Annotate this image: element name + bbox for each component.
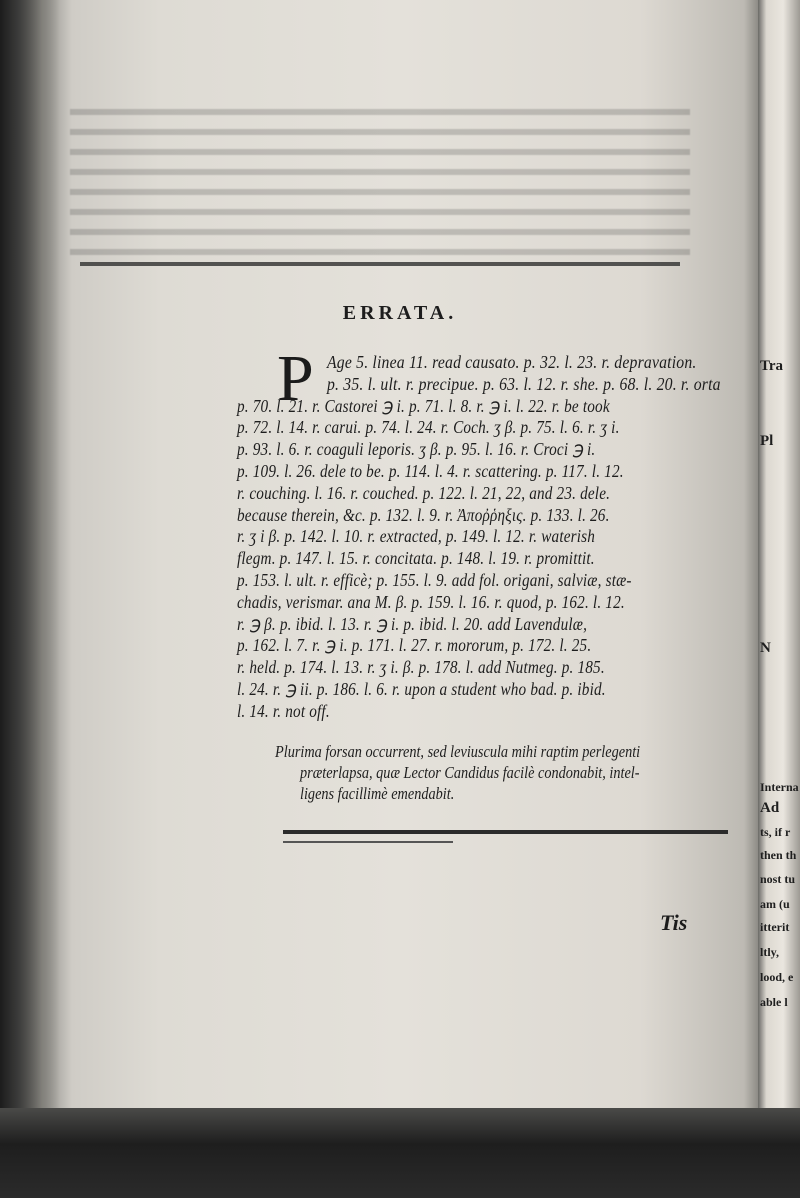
bleed-through-text — [70, 95, 690, 265]
facing-fragment: Tra — [760, 358, 784, 374]
errata-line: flegm. p. 147. l. 15. r. concitata. p. 148. l. 19. r. promittit. — [237, 548, 595, 569]
errata-line: r. ℈ β. p. ibid. l. 13. r. ℈ i. p. ibid. l. 20. add Lavendulæ, — [237, 613, 588, 634]
facing-fragment: then th — [760, 848, 797, 862]
facing-fragment: N — [760, 640, 771, 656]
facing-fragment: itterit — [760, 920, 790, 934]
errata-list — [237, 342, 728, 721]
errata-line: p. 109. l. 26. dele to be. p. 114. l. 4. r. scattering. p. 117. l. 12. — [237, 461, 624, 481]
errata-line: Age 5. linea 11. read causato. p. 32. l. 23. r. depravation. — [327, 352, 697, 372]
facing-fragment: am (u — [760, 897, 790, 911]
facing-fragment: ltly, — [760, 945, 780, 959]
book-bottom-edge — [0, 1108, 800, 1198]
book-gutter — [0, 0, 60, 1110]
errata-line: p. 70. l. 21. r. Castorei ℈ i. p. 71. l. 8. r. ℈ i. l. 22. r. be took — [237, 395, 610, 416]
errata-line: r. couching. l. 16. r. couched. p. 122. l. 21, 22, and 23. dele. — [237, 482, 611, 503]
closing-line: Plurima forsan occurrent, sed leviuscula mihi raptim perlegenti — [275, 742, 641, 761]
facing-fragment: Pl — [760, 433, 774, 449]
errata-line: p. 153. l. ult. r. efficè; p. 155. l. 9. add fol. origani, salviæ, stæ- — [237, 570, 632, 590]
errata-line: l. 14. r. not off. — [237, 700, 330, 721]
facing-fragment: ts, if r — [760, 825, 791, 839]
errata-line: r. held. p. 174. l. 13. r. ʒ i. β. p. 178. l. add Nutmeg. p. 185. — [237, 657, 605, 678]
facing-fragment: nost tu — [760, 872, 796, 886]
errata-line: p. 35. l. ult. r. precipue. p. 63. l. 12. r. she. p. 68. l. 20. r. orta — [327, 373, 721, 394]
errata-line: r. ʒ i β. p. 142. l. 10. r. extracted, p. 149. l. 12. r. waterish — [237, 526, 596, 547]
facing-fragment: able l — [760, 995, 788, 1009]
closing-line: præterlapsa, quæ Lector Candidus facilè condonabit, intel- — [300, 763, 640, 782]
errata-line: p. 93. l. 6. r. coaguli leporis. ʒ β. p. 95. l. 16. r. Croci ℈ i. — [237, 439, 596, 460]
facing-fragment: lood, e — [760, 970, 794, 984]
errata-line: l. 24. r. ℈ ii. p. 186. l. 6. r. upon a student who bad. p. ibid. — [237, 679, 606, 699]
errata-line: p. 162. l. 7. r. ℈ i. p. 171. l. 27. r. mororum, p. 172. l. 25. — [237, 635, 592, 656]
errata-line: p. 72. l. 14. r. carui. p. 74. l. 24. r. Coch. ʒ β. p. 75. l. 6. r. ʒ i. — [237, 417, 620, 438]
drop-cap: P — [277, 342, 314, 415]
facing-page-edge — [758, 0, 800, 1108]
catchword: Tis — [660, 910, 688, 935]
bleed-through-rule — [80, 262, 680, 266]
closing-line: ligens facillimè emendabit. — [300, 784, 455, 803]
divider-rule-short — [283, 841, 453, 843]
page-heading: ERRATA. — [342, 302, 458, 324]
errata-line: chadis, verismar. ana M. β. p. 159. l. 16. r. quod, p. 162. l. 12. — [237, 591, 625, 612]
facing-fragment: Ad — [760, 800, 780, 816]
errata-line: because therein, &c. p. 132. l. 9. r. Ἀποῤῥηξις. p. 133. l. 26. — [237, 504, 610, 525]
divider-rule — [283, 830, 728, 834]
facing-fragment: Interna — [760, 780, 799, 794]
